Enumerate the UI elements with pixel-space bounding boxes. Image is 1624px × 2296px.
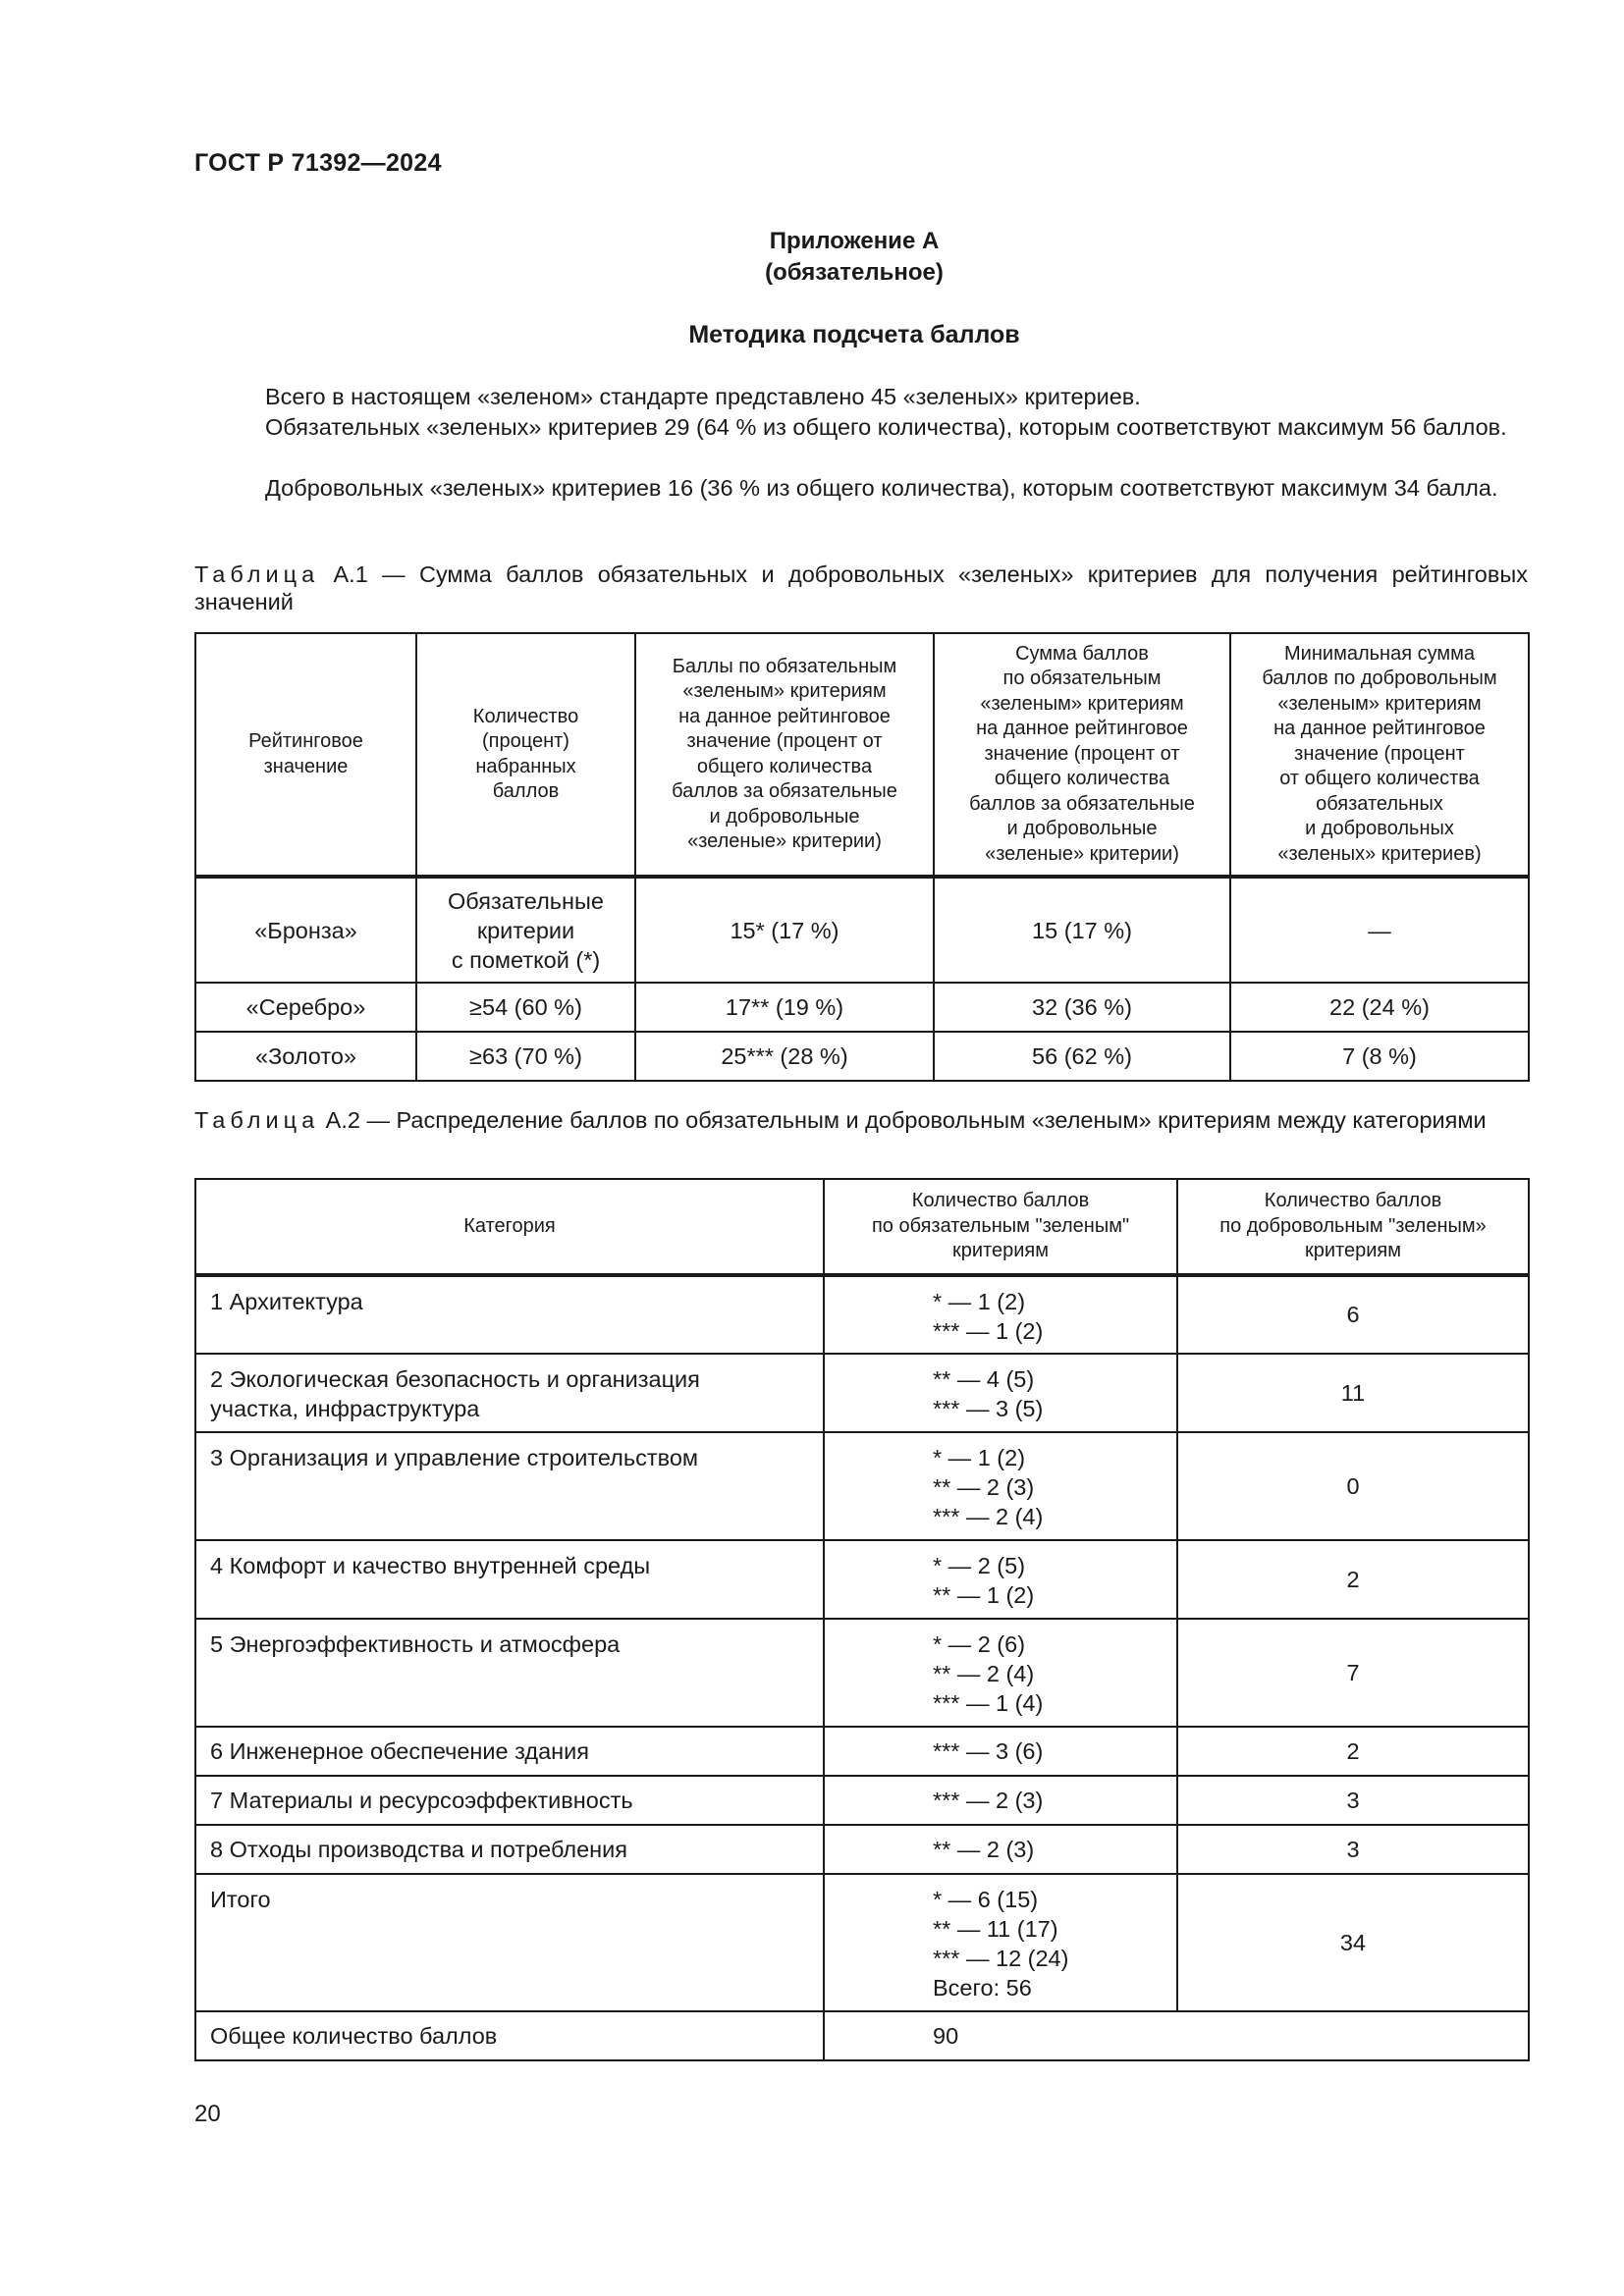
- table-row: [195, 1032, 1529, 1081]
- table1-header-rating: Рейтинговое значение: [195, 633, 416, 877]
- table-row: [195, 1354, 1529, 1432]
- count-cell: ≥54 (60 %): [416, 983, 635, 1032]
- rating-cell: «Золото»: [195, 1032, 416, 1081]
- count-cell: Обязательные критерии с пометкой (*): [416, 877, 635, 983]
- mandatory-cell: ** — 4 (5) *** — 3 (5): [824, 1354, 1177, 1432]
- table-row: [195, 1727, 1529, 1776]
- intro-paragraph-3: Добровольных «зеленых» критериев 16 (36 % из общего количества), которым соответствуют максимум 34 балла.: [265, 475, 1498, 501]
- table-row: [195, 983, 1529, 1032]
- appendix-type: (обязательное): [765, 259, 944, 286]
- mandatory-cell: * — 1 (2) *** — 1 (2): [824, 1275, 1177, 1354]
- mandatory-cell: * — 2 (5) ** — 1 (2): [824, 1540, 1177, 1619]
- mandatory-cell: *** — 2 (3): [824, 1776, 1177, 1825]
- voluntary-cell: 2: [1177, 1727, 1529, 1776]
- intro-paragraph-1: Всего в настоящем «зеленом» стандарте представлено 45 «зеленых» критериев.: [265, 384, 1141, 409]
- table-row: [195, 1432, 1529, 1540]
- rating-cell: «Серебро»: [195, 983, 416, 1032]
- table-row: [195, 1874, 1529, 2011]
- category-cell: 8 Отходы производства и потребления: [195, 1825, 824, 1874]
- voluntary-cell: 3: [1177, 1825, 1529, 1874]
- table-row: [195, 1540, 1529, 1619]
- minimum-cell: 7 (8 %): [1230, 1032, 1529, 1081]
- category-cell: 4 Комфорт и качество внутренней среды: [195, 1540, 824, 1619]
- voluntary-cell: 34: [1177, 1874, 1529, 2011]
- table-row: [195, 877, 1529, 983]
- mandatory-cell: *** — 3 (6): [824, 1727, 1177, 1776]
- rating-cell: «Бронза»: [195, 877, 416, 983]
- table-total-row: [195, 2011, 1529, 2060]
- table-row: [195, 1825, 1529, 1874]
- sum-cell: 15 (17 %): [934, 877, 1230, 983]
- table1-header-minimum: Минимальная сумма баллов по добровольным «зеленым» критериям на данное рейтинговое значение (процент от общего количества обязательных и добровольных «зеленых» критериев): [1230, 633, 1529, 877]
- table1-header-sum: Сумма баллов по обязательным «зеленым» критериям на данное рейтинговое значение (процент от общего количества баллов за обязательные и добровольные «зеленые» критерии): [934, 633, 1230, 877]
- table2-header-category: Категория: [195, 1179, 824, 1275]
- mandatory-cell: 25*** (28 %): [635, 1032, 934, 1081]
- page-number: 20: [194, 2101, 221, 2127]
- table2-caption: Таблица А.2 — Распределение баллов по обязательным и добровольным «зеленым» критериям между категориями: [194, 1107, 1487, 1133]
- category-cell: 1 Архитектура: [195, 1275, 824, 1354]
- sum-cell: 56 (62 %): [934, 1032, 1230, 1081]
- mandatory-cell: 15* (17 %): [635, 877, 934, 983]
- table1-header-count: Количество (процент) набранных баллов: [416, 633, 635, 877]
- mandatory-cell: ** — 2 (3): [824, 1825, 1177, 1874]
- mandatory-cell: 17** (19 %): [635, 983, 934, 1032]
- voluntary-cell: 3: [1177, 1776, 1529, 1825]
- voluntary-cell: 11: [1177, 1354, 1529, 1432]
- category-cell: 2 Экологическая безопасность и организация участка, инфраструктура: [195, 1354, 824, 1432]
- document-code: ГОСТ Р 71392—2024: [194, 149, 442, 177]
- table-row: [195, 1776, 1529, 1825]
- table2-header-voluntary: Количество баллов по добровольным "зеленым» критериям: [1177, 1179, 1529, 1275]
- category-cell: Итого: [195, 1874, 824, 2011]
- mandatory-cell: * — 6 (15) ** — 11 (17) *** — 12 (24) Всего: 56: [824, 1874, 1177, 2011]
- category-cell: 3 Организация и управление строительством: [195, 1432, 824, 1540]
- voluntary-cell: 2: [1177, 1540, 1529, 1619]
- table1-header-row: [195, 633, 1529, 877]
- total-label-cell: Общее количество баллов: [195, 2011, 824, 2060]
- table-row: [195, 1275, 1529, 1354]
- category-cell: 6 Инженерное обеспечение здания: [195, 1727, 824, 1776]
- category-cell: 5 Энергоэффективность и атмосфера: [195, 1619, 824, 1727]
- table2-header-row: [195, 1179, 1529, 1275]
- minimum-cell: —: [1230, 877, 1529, 983]
- table2-header-mandatory: Количество баллов по обязательным "зеленым" критериям: [824, 1179, 1177, 1275]
- total-value-cell: 90: [824, 2011, 1529, 2060]
- mandatory-cell: * — 2 (6) ** — 2 (4) *** — 1 (4): [824, 1619, 1177, 1727]
- intro-paragraph-2: Обязательных «зеленых» критериев 29 (64 % из общего количества), которым соответствуют максимум 56 баллов.: [265, 414, 1507, 440]
- voluntary-cell: 7: [1177, 1619, 1529, 1727]
- table-ratings: [194, 632, 1530, 1082]
- appendix-heading: Методика подсчета баллов: [688, 321, 1020, 348]
- category-cell: 7 Материалы и ресурсоэффективность: [195, 1776, 824, 1825]
- table-categories: [194, 1178, 1530, 2061]
- voluntary-cell: 0: [1177, 1432, 1529, 1540]
- table1-caption: Таблица А.1 — Сумма баллов обязательных и добровольных «зеленых» критериев для получения рейтинговых значений: [194, 561, 1528, 614]
- sum-cell: 32 (36 %): [934, 983, 1230, 1032]
- minimum-cell: 22 (24 %): [1230, 983, 1529, 1032]
- table1-header-mandatory: Баллы по обязательным «зеленым» критериям на данное рейтинговое значение (процент от общего количества баллов за обязательные и добровольные «зеленые» критерии): [635, 633, 934, 877]
- table-row: [195, 1619, 1529, 1727]
- voluntary-cell: 6: [1177, 1275, 1529, 1354]
- count-cell: ≥63 (70 %): [416, 1032, 635, 1081]
- mandatory-cell: * — 1 (2) ** — 2 (3) *** — 2 (4): [824, 1432, 1177, 1540]
- appendix-title: Приложение А: [769, 228, 940, 254]
